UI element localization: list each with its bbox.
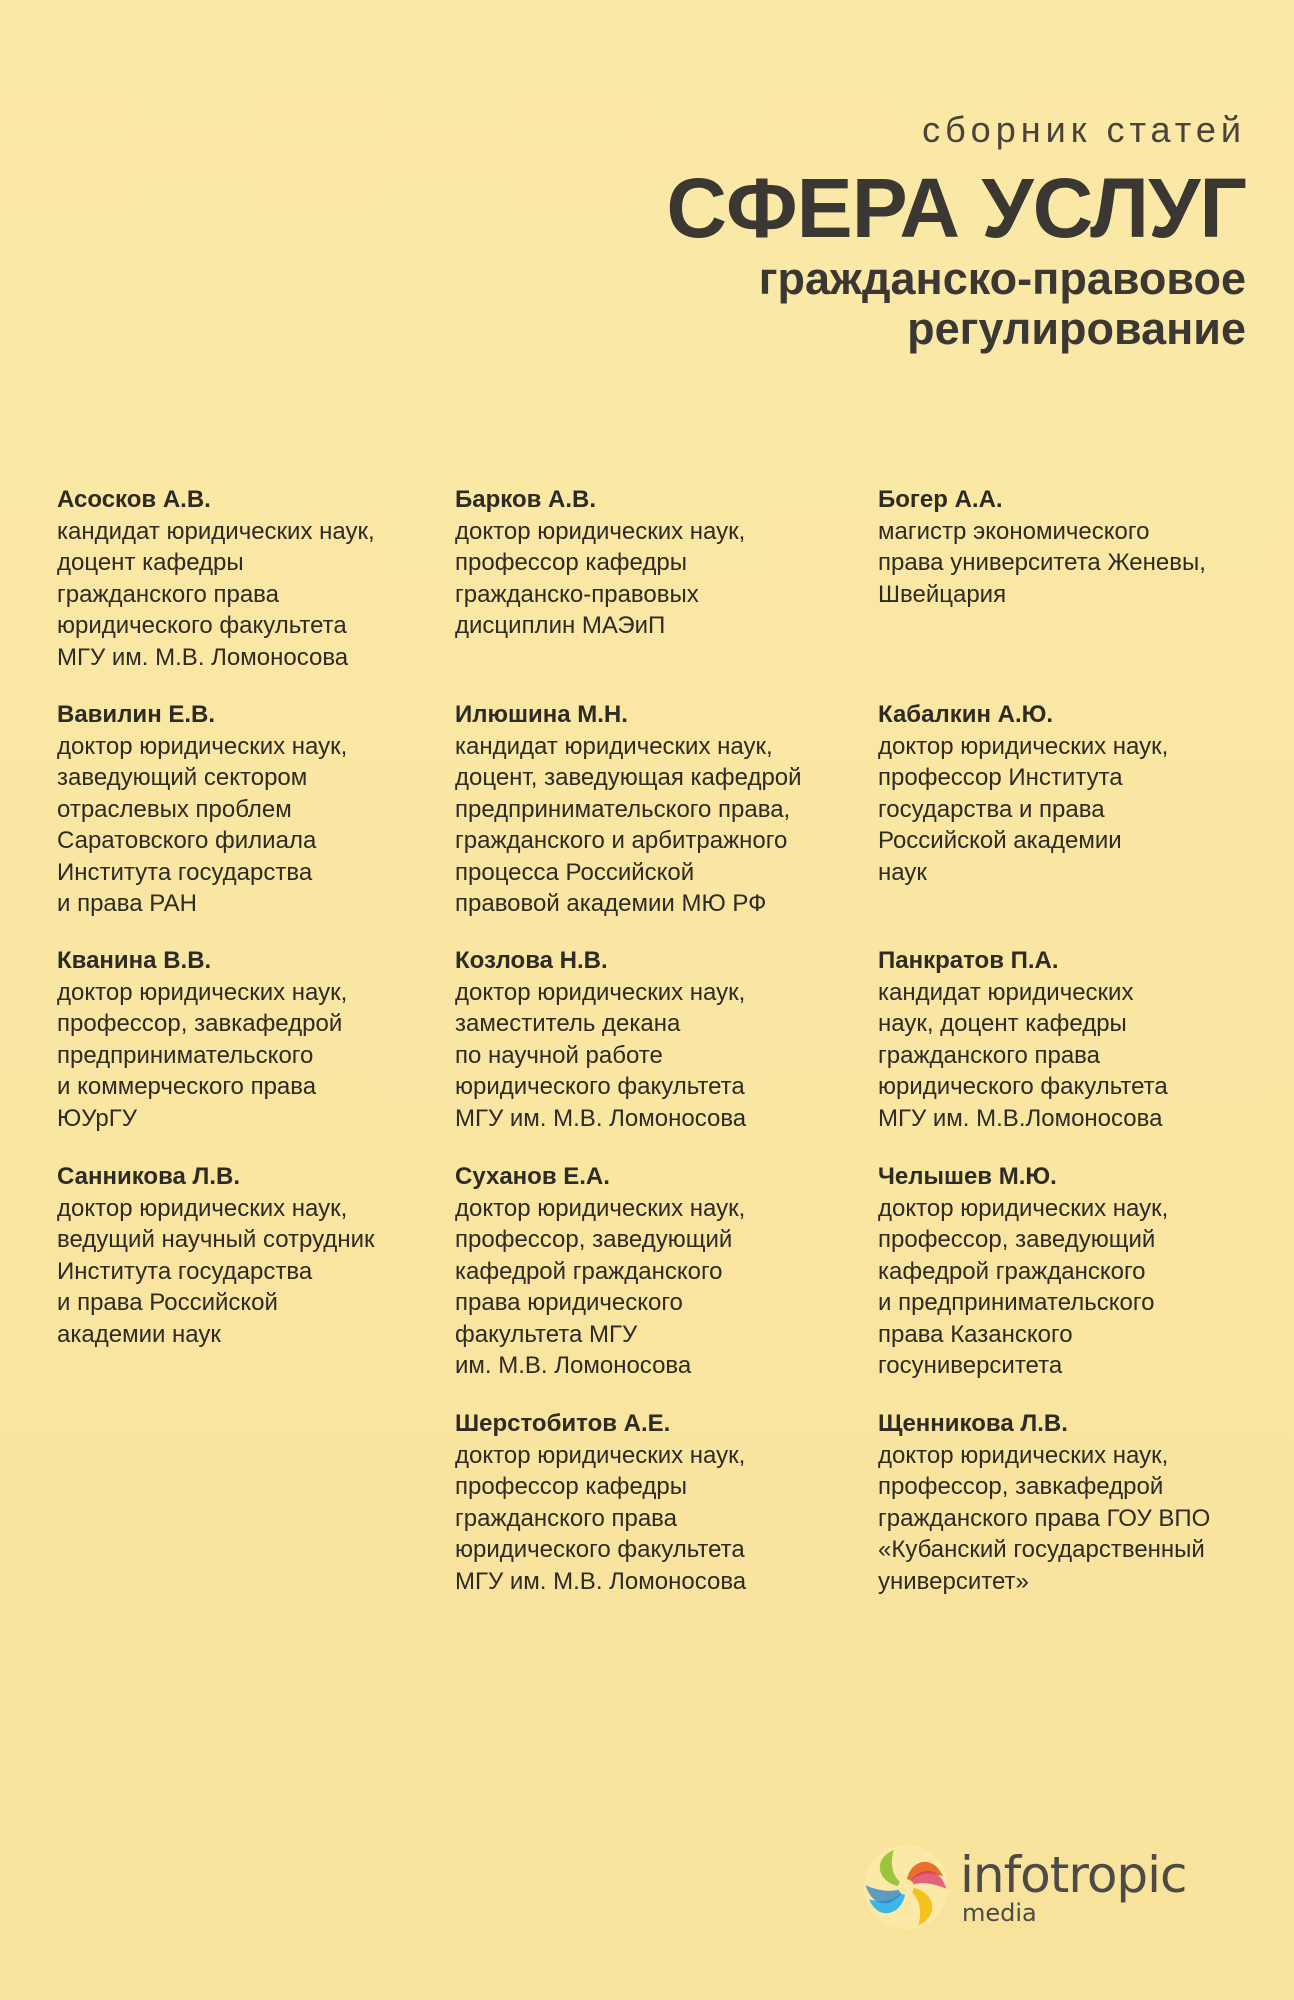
author-desc-line: гражданского права ГОУ ВПО	[878, 1504, 1211, 1532]
author-entry	[57, 945, 457, 1134]
author-desc-line: профессор кафедры	[455, 1473, 687, 1500]
author-name: Вавилин Е.В.	[57, 701, 216, 728]
author-description	[455, 1440, 855, 1598]
author-name: Суханов Е.А.	[455, 1163, 610, 1190]
author-entry	[455, 1408, 855, 1597]
author-entry	[455, 699, 855, 920]
author-desc-line: гражданского права	[878, 1041, 1100, 1069]
author-desc-line: и права Российской	[57, 1289, 278, 1316]
author-desc-line: доктор юридических наук,	[57, 1194, 348, 1222]
swirl-logo-icon	[862, 1843, 950, 1931]
author-desc-line: МГУ им. М.В. Ломоносова	[455, 1567, 747, 1595]
author-description	[878, 1193, 1278, 1382]
publisher-sub: media	[962, 1899, 1037, 1927]
author-desc-line: гражданского и арбитражного	[455, 827, 788, 854]
author-desc-line: гражданско-правовых	[455, 580, 699, 608]
author-entry	[878, 484, 1278, 610]
author-desc-line: МГУ им. М.В. Ломоносова	[455, 1104, 747, 1132]
author-entry	[57, 1161, 457, 1350]
author-desc-line: и коммерческого права	[57, 1073, 317, 1100]
author-description	[455, 516, 855, 642]
author-desc-line: гражданского права	[57, 580, 279, 608]
author-entry	[455, 484, 855, 642]
author-desc-line: юридического факультета	[455, 1536, 745, 1563]
author-desc-line: академии наук	[57, 1320, 221, 1348]
author-name: Барков А.В.	[455, 486, 597, 513]
author-desc-line: МГУ им. М.В. Ломоносова	[57, 643, 349, 671]
author-desc-line: доктор юридических наук,	[57, 732, 348, 760]
publisher-name: infotropic	[960, 1846, 1187, 1904]
author-name: Шерстобитов А.Е.	[455, 1410, 671, 1437]
author-name: Асосков А.В.	[57, 486, 211, 513]
author-desc-line: кандидат юридических	[878, 978, 1134, 1006]
author-desc-line: Российской академии	[878, 827, 1122, 854]
author-description	[455, 977, 855, 1135]
author-desc-line: наук, доцент кафедры	[878, 1010, 1127, 1037]
author-desc-line: доктор юридических наук,	[57, 978, 348, 1006]
author-desc-line: доктор юридических наук,	[455, 1194, 746, 1222]
author-desc-line: ведущий научный сотрудник	[57, 1226, 375, 1253]
author-desc-line: заведующий сектором	[57, 764, 308, 791]
author-desc-line: МГУ им. М.В.Ломоносова	[878, 1104, 1163, 1132]
author-desc-line: процесса Российской	[455, 858, 695, 886]
author-desc-line: кандидат юридических наук,	[455, 732, 773, 760]
publisher-logo	[862, 1843, 1222, 1943]
author-desc-line: факультета МГУ	[455, 1320, 638, 1348]
author-desc-line: права Казанского	[878, 1320, 1073, 1348]
author-desc-line: «Кубанский государственный	[878, 1536, 1205, 1563]
author-name: Илюшина М.Н.	[455, 701, 628, 728]
author-desc-line: доцент, заведующая кафедрой	[455, 764, 802, 791]
author-desc-line: доктор юридических наук,	[878, 1441, 1169, 1469]
author-description	[878, 1440, 1278, 1598]
author-description	[57, 977, 457, 1135]
collection-label: сборник статей	[922, 109, 1246, 150]
author-desc-line: предпринимательского	[57, 1041, 314, 1069]
author-desc-line: дисциплин МАЭиП	[455, 612, 666, 639]
author-entry	[57, 484, 457, 673]
author-desc-line: профессор кафедры	[455, 549, 687, 576]
author-desc-line: заместитель декана	[455, 1010, 681, 1037]
author-entry	[878, 945, 1278, 1134]
author-description	[878, 516, 1278, 611]
author-desc-line: профессор, заведующий	[878, 1226, 1156, 1253]
book-title: СФЕРА УСЛУГ	[666, 161, 1246, 255]
author-desc-line: профессор, завкафедрой	[878, 1473, 1164, 1500]
author-desc-line: юридического факультета	[57, 612, 347, 639]
author-desc-line: Швейцария	[878, 580, 1007, 608]
author-desc-line: профессор, заведующий	[455, 1226, 733, 1253]
author-description	[57, 1193, 457, 1351]
book-subtitle-line-2: регулирование	[907, 303, 1246, 354]
author-desc-line: права университета Женевы,	[878, 549, 1206, 576]
author-name: Кванина В.В.	[57, 947, 212, 974]
author-name: Козлова Н.В.	[455, 947, 608, 974]
author-desc-line: права юридического	[455, 1289, 683, 1316]
author-desc-line: доктор юридических наук,	[878, 732, 1169, 760]
author-name: Щенникова Л.В.	[878, 1410, 1068, 1437]
author-desc-line: отраслевых проблем	[57, 795, 292, 823]
author-desc-line: кафедрой гражданского	[455, 1257, 723, 1285]
author-desc-line: и права РАН	[57, 890, 198, 917]
author-desc-line: ЮУрГУ	[57, 1104, 138, 1132]
author-description	[57, 516, 457, 674]
author-desc-line: Института государства	[57, 858, 313, 886]
author-desc-line: и предпринимательского	[878, 1289, 1155, 1316]
author-desc-line: наук	[878, 858, 927, 886]
author-desc-line: по научной работе	[455, 1041, 663, 1069]
author-desc-line: профессор, завкафедрой	[57, 1010, 343, 1037]
author-desc-line: им. М.В. Ломоносова	[455, 1352, 692, 1379]
author-entry	[878, 1161, 1278, 1382]
author-name: Богер А.А.	[878, 486, 1003, 513]
author-entry	[455, 1161, 855, 1382]
author-desc-line: университет»	[878, 1567, 1029, 1595]
author-entry	[878, 699, 1278, 888]
author-name: Кабалкин А.Ю.	[878, 701, 1054, 728]
author-desc-line: Саратовского филиала	[57, 827, 317, 854]
author-entry	[878, 1408, 1278, 1597]
author-desc-line: доктор юридических наук,	[455, 1441, 746, 1469]
author-desc-line: предпринимательского права,	[455, 795, 791, 823]
author-desc-line: кафедрой гражданского	[878, 1257, 1146, 1285]
author-entry	[455, 945, 855, 1134]
author-description	[455, 1193, 855, 1382]
author-desc-line: юридического факультета	[455, 1073, 745, 1100]
author-desc-line: кандидат юридических наук,	[57, 517, 375, 545]
author-desc-line: магистр экономического	[878, 517, 1150, 545]
author-name: Санникова Л.В.	[57, 1163, 241, 1190]
author-desc-line: госуниверситета	[878, 1352, 1063, 1379]
author-desc-line: юридического факультета	[878, 1073, 1168, 1100]
author-entry	[57, 699, 457, 920]
author-desc-line: доктор юридических наук,	[878, 1194, 1169, 1222]
author-desc-line: доцент кафедры	[57, 549, 244, 576]
author-description	[455, 731, 855, 920]
author-desc-line: доктор юридических наук,	[455, 978, 746, 1006]
author-description	[878, 977, 1278, 1135]
author-desc-line: Института государства	[57, 1257, 313, 1285]
author-description	[57, 731, 457, 920]
author-desc-line: профессор Института	[878, 764, 1123, 791]
book-subtitle-line-1: гражданско-правовое	[758, 253, 1246, 304]
author-name: Челышев М.Ю.	[878, 1163, 1057, 1190]
cover-header	[666, 108, 1246, 354]
author-desc-line: гражданского права	[455, 1504, 677, 1532]
author-desc-line: доктор юридических наук,	[455, 517, 746, 545]
author-name: Панкратов П.А.	[878, 947, 1059, 974]
author-desc-line: государства и права	[878, 795, 1105, 823]
author-desc-line: правовой академии МЮ РФ	[455, 890, 767, 917]
author-description	[878, 731, 1278, 889]
